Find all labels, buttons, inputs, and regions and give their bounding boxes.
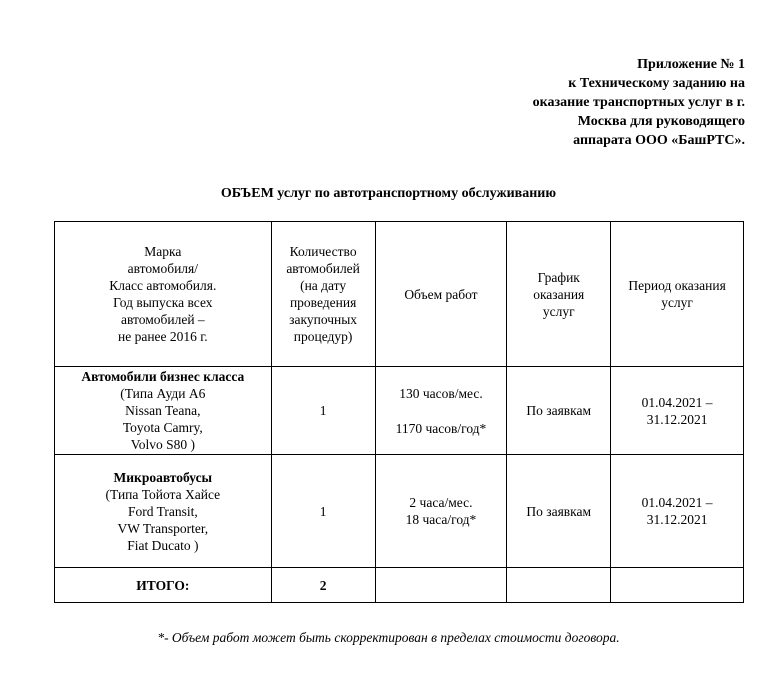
header-period	[611, 222, 744, 367]
period-end: 31.12.2021	[646, 411, 708, 427]
service-period-cell	[611, 455, 744, 568]
header-text: Период оказания	[628, 278, 726, 293]
header-text: закупочных	[289, 312, 358, 327]
vehicle-count: 1	[271, 367, 375, 455]
header-text: оказания	[533, 286, 585, 302]
total-row	[55, 568, 744, 603]
header-count	[271, 222, 375, 367]
header-text: Марка	[144, 244, 182, 259]
total-label: ИТОГО:	[55, 568, 272, 603]
vehicle-class-cell	[55, 455, 272, 568]
header-text: автомобилей –	[120, 312, 205, 327]
header-schedule	[507, 222, 611, 367]
empty-cell	[375, 568, 507, 603]
vehicle-model: (Типа Ауди А6	[120, 386, 206, 401]
appendix-number: Приложение № 1	[637, 57, 745, 72]
service-period-cell	[611, 367, 744, 455]
header-text: процедур)	[293, 329, 353, 344]
period-end: 31.12.2021	[646, 512, 708, 527]
document-title: ОБЪЕМ услуг по автотранспортному обслуживанию	[220, 186, 557, 201]
work-volume-cell	[375, 367, 507, 455]
work-volume-month: 2 часа/мес.	[409, 495, 473, 510]
header-text: проведения	[289, 295, 357, 310]
vehicle-model: Ford Transit,	[127, 503, 198, 519]
header-text: График	[537, 269, 580, 285]
vehicle-model: Fiat Ducato )	[127, 537, 199, 553]
period-start: 01.04.2021 –	[641, 394, 713, 410]
appendix-block	[533, 55, 745, 150]
work-volume-cell	[375, 455, 507, 568]
vehicle-model: Volvo S80 )	[130, 437, 195, 452]
appendix-line: Москва для руководящего	[577, 114, 745, 129]
header-text: не ранее 2016 г.	[117, 329, 208, 344]
vehicle-class-name: Микроавтобусы	[113, 469, 213, 485]
appendix-line: аппарата ООО «БашРТС».	[573, 133, 745, 148]
service-schedule: По заявкам	[507, 455, 611, 568]
header-volume: Объем работ	[375, 222, 507, 367]
footnote: *- Объем работ может быть скорректирован в пределах стоимости договора.	[157, 630, 620, 645]
header-text: Количество	[289, 244, 357, 259]
vehicle-model: (Типа Тойота Хайсе	[105, 486, 221, 502]
vehicle-model: Toyota Camry,	[122, 420, 203, 435]
work-volume-month: 130 часов/мес.	[399, 385, 483, 401]
appendix-line: оказание транспортных услуг в г.	[532, 95, 745, 110]
vehicle-model: Nissan Teana,	[125, 403, 201, 418]
work-volume-year: 1170 часов/год*	[395, 420, 487, 436]
header-text: услуг	[542, 303, 575, 319]
vehicle-model: VW Transporter,	[117, 520, 209, 536]
vehicle-count: 1	[271, 455, 375, 568]
table-header-row	[55, 222, 744, 367]
table-row	[55, 455, 744, 568]
work-volume-year: 18 часа/год*	[405, 512, 477, 527]
header-text: (на дату	[300, 278, 347, 293]
empty-cell	[611, 568, 744, 603]
header-text: Класс автомобиля.	[109, 278, 217, 293]
vehicle-class-name: Автомобили бизнес класса	[81, 369, 245, 384]
vehicle-class-cell	[55, 367, 272, 455]
header-text: услуг	[661, 295, 693, 310]
header-text: автомобиля/	[127, 261, 198, 276]
service-schedule: По заявкам	[507, 367, 611, 455]
empty-cell	[507, 568, 611, 603]
header-brand	[55, 222, 272, 367]
header-text: автомобилей	[286, 261, 360, 276]
table-row	[55, 367, 744, 455]
appendix-line: к Техническому заданию на	[568, 76, 745, 91]
total-count: 2	[271, 568, 375, 603]
header-text: Год выпуска всех	[113, 295, 213, 310]
services-volume-table	[54, 221, 744, 603]
period-start: 01.04.2021 –	[641, 495, 713, 510]
